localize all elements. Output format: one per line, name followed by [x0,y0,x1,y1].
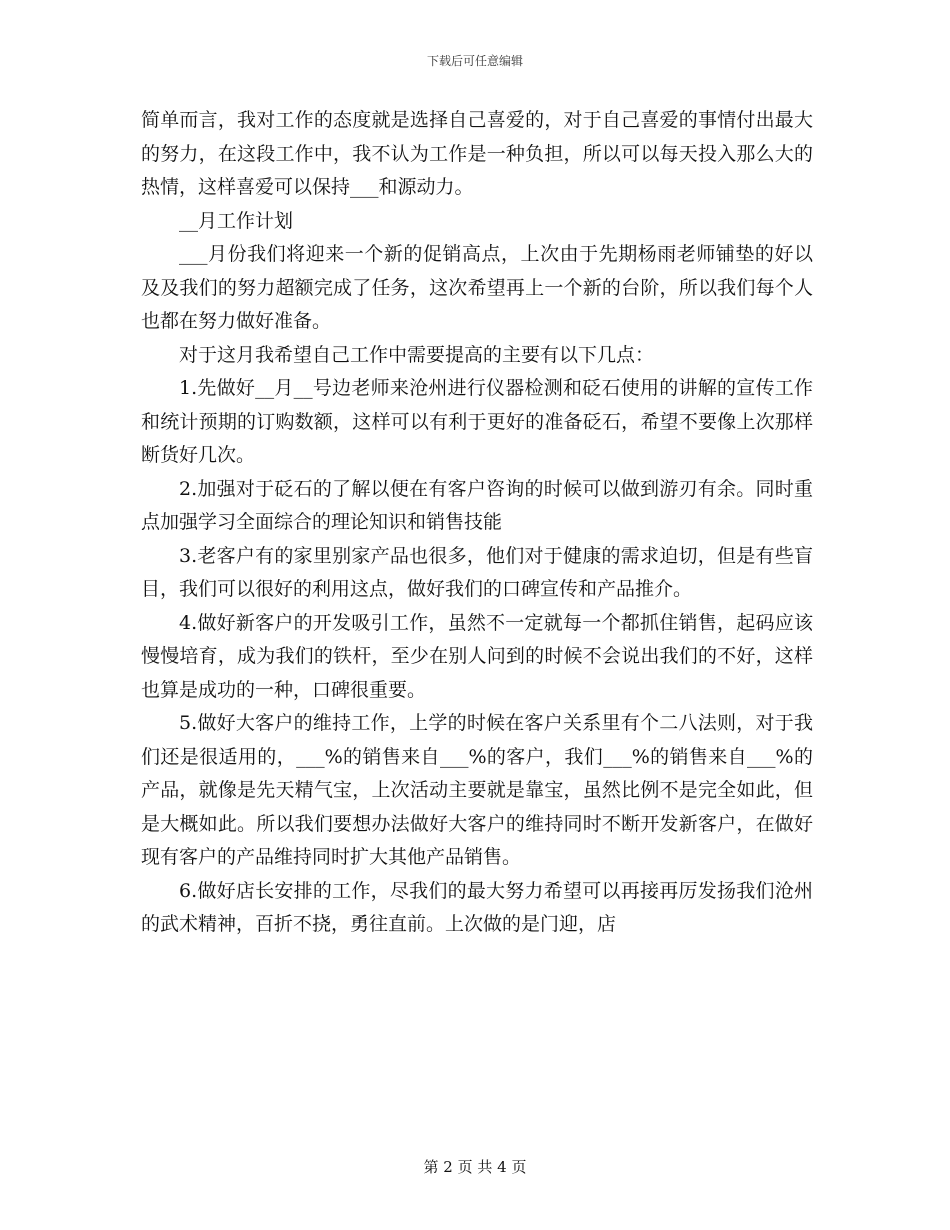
page-header: 下载后可任意编辑 [426,54,523,68]
list-item: 2.加强对于砭石的了解以便在有客户咨询的时候可以做到游刃有余。同时重点加强学习全面综合的理论知识和销售技能 [141,477,813,533]
paragraph: 对于这月我希望自己工作中需要提高的主要有以下几点： [179,343,655,366]
paragraph: ___月份我们将迎来一个新的促销高点，上次由于先期杨雨老师铺垫的好以及及我们的努力超额完成了任务，这次希望再上一个新的台阶，所以我们每个人也都在努力做好准备。 [141,243,813,332]
list-item: 5.做好大客户的维持工作，上学的时候在客户关系里有个二八法则，对于我们还是很适用的，___%的销售来自___%的客户，我们___%的销售来自___%的产品，就像是先天精气宝，上次活动主要就是靠宝，虽然比例不是完全如此，但是大概如此。所以我们要想办法做好大客户的维持同时不断开发新客户，在做好现有客户的产品维持同时扩大其他产品销售。 [141,712,813,868]
list-item: 6.做好店长安排的工作，尽我们的最大努力希望可以再接再厉发扬我们沧州的武术精神，百折不挠，勇往直前。上次做的是门迎，店 [141,879,813,935]
list-item: 3.老客户有的家里别家产品也很多，他们对于健康的需求迫切，但是有些盲目，我们可以很好的利用这点，做好我们的口碑宣传和产品推介。 [141,544,813,600]
document-body [141,104,813,942]
list-item: 4.做好新客户的开发吸引工作，虽然不一定就每一个都抓住销售，起码应该慢慢培育，成为我们的铁杆，至少在别人问到的时候不会说出我们的不好，这样也算是成功的一种，口碑很重要。 [141,611,813,701]
section-heading: __月工作计划 [179,209,294,232]
paragraph: 简单而言，我对工作的态度就是选择自己喜爱的，对于自己喜爱的事情付出最大的努力，在这段工作中，我不认为工作是一种负担，所以可以每天投入那么大的热情，这样喜爱可以保持___和源动力。 [141,109,813,198]
list-item: 1.先做好__月__号边老师来沧州进行仪器检测和砭石使用的讲解的宣传工作和统计预期的订购数额，这样可以有利于更好的准备砭石，希望不要像上次那样断货好几次。 [141,377,813,466]
page-footer: 第 2 页 共 4 页 [423,1158,527,1176]
